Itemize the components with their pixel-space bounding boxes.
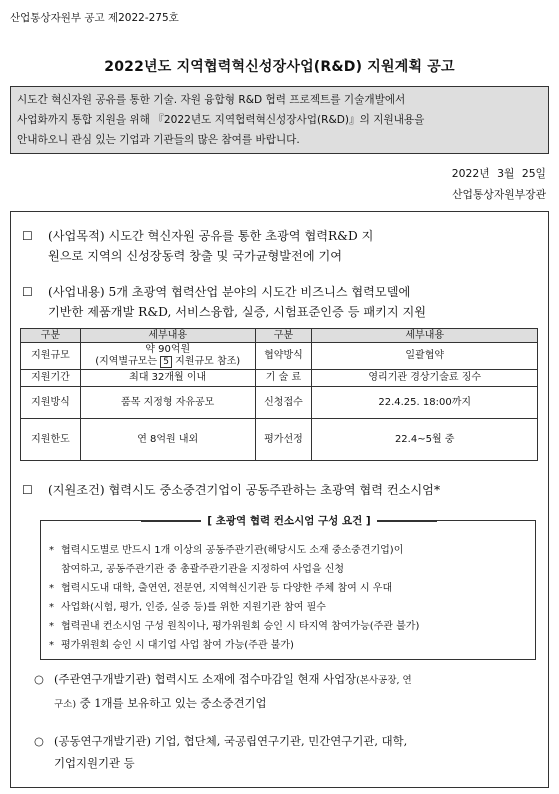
sub-line-note: (본사공장, 연: [356, 675, 412, 686]
table-value-text: 지원규모 참조): [175, 356, 241, 367]
consortium-requirements-box: [40, 515, 536, 660]
table-key-cell: 기 술 료: [255, 370, 312, 387]
table-row: [21, 387, 538, 419]
list-item-text: 참여하고, 공동주관기관 중 총괄주관기관을 지정하여 사업을 신청: [61, 564, 345, 575]
table-key-cell: 지원한도: [21, 419, 81, 461]
table-value-cell: 품목 지정형 자유공모: [80, 387, 255, 419]
section-content: [22, 282, 542, 322]
list-item: * 사업화(시험, 평가, 인증, 실증 등)를 위한 지원기관 참여 필수: [49, 598, 533, 617]
sub-line: (공동연구개발기관) 기업, 협단체, 국공립연구기관, 민간연구기관, 대학,: [54, 734, 408, 748]
summary-line: 안내하오니 관심 있는 기업과 기관들의 많은 참여를 바랍니다.: [17, 134, 300, 146]
table-header-row: [21, 329, 538, 343]
list-item: * 협력시도별로 반드시 1개 이상의 공동주관기관(해당시도 소재 중소중견기업)이: [49, 541, 533, 560]
sub-lead-institution: [34, 668, 542, 716]
table-value-cell: 영리기관 경상기술료 징수: [312, 370, 538, 387]
list-item: * 평가위원회 승인 시 대기업 사업 참여 가능(주관 불가): [49, 636, 533, 655]
sub-line: 기업지원기관 등: [54, 756, 135, 770]
table-value-line: [83, 356, 253, 368]
summary-line: 사업화까지 통합 지원을 위해 『2022년도 지역협력혁신성장사업(R&D)』의 지원내용을: [17, 114, 425, 126]
summary-line: 시도간 혁신자원 공유를 통한 기술. 자원 융합형 R&D 협력 프로젝트를 기술개발에서: [17, 94, 406, 106]
table-value-cell: 최대 32개월 이내: [80, 370, 255, 387]
table-header-cell: 구분: [21, 329, 81, 343]
consortium-title: [41, 513, 537, 528]
consortium-title-label: [ 초광역 협력 컨소시엄 구성 요건 ]: [201, 515, 376, 527]
table-row: [21, 370, 538, 387]
table-value-cell: 22.4~5월 중: [312, 419, 538, 461]
checkbox-mark-icon: ☐: [22, 229, 33, 243]
circle-bullet-icon: ○: [34, 734, 44, 748]
table-header-cell: 세부내용: [80, 329, 255, 343]
list-item: * 협력권내 컨소시엄 구성 원칙이나, 평가위원회 승인 시 타지역 참여가능(주관 불가): [49, 617, 533, 636]
table-value-cell: 일괄협약: [312, 343, 538, 370]
section-line: 기반한 제품개발 R&D, 서비스융합, 실증, 시험표준인증 등 패키지 지원: [48, 305, 427, 319]
table-value-cell: 22.4.25. 18:00까지: [312, 387, 538, 419]
sub-line: [34, 692, 542, 716]
table-value-text: (지역별규모는: [95, 356, 158, 367]
circle-bullet-icon: ○: [34, 672, 44, 686]
section-purpose: [22, 226, 542, 266]
issue-date: 2022년 3월 25일: [451, 167, 546, 180]
support-info-table: [20, 328, 538, 461]
title-rule: [141, 521, 201, 522]
table-row: [21, 419, 538, 461]
table-key-cell: 신청접수: [255, 387, 312, 419]
section-line: (지원조건) 협력시도 중소중견기업이 공동주관하는 초광역 협력 컨소시엄*: [48, 483, 441, 497]
sub-joint-institution: [34, 730, 542, 774]
table-value-cell: 연 8억원 내외: [80, 419, 255, 461]
title-rule: [377, 521, 437, 522]
table-row: [21, 343, 538, 370]
notice-number: 산업통상자원부 공고 제2022-275호: [10, 12, 179, 24]
list-item-continuation: [49, 560, 533, 579]
sub-line-text: (주관연구개발기관) 협력시도 소재에 접수마감일 현재 사업장: [54, 672, 357, 686]
table-key-cell: 지원규모: [21, 343, 81, 370]
list-item: * 협력시도내 대학, 출연연, 전문연, 지역혁신기관 등 다양한 주체 참여 시 우대: [49, 579, 533, 598]
table-header-cell: 구분: [255, 329, 312, 343]
checkbox-mark-icon: ☐: [22, 483, 33, 497]
table-value-line: 약 90억원: [145, 344, 191, 355]
table-key-cell: 지원기간: [21, 370, 81, 387]
table-value-cell: [80, 343, 255, 370]
table-key-cell: 평가선정: [255, 419, 312, 461]
section-line: (사업목적) 시도간 혁신자원 공유를 통한 초광역 협력R&D 지: [48, 229, 374, 243]
checkbox-mark-icon: ☐: [22, 285, 33, 299]
document-title: 2022년도 지역협력혁신성장사업(R&D) 지원계획 공고: [104, 59, 455, 75]
requirements-list: [49, 541, 533, 655]
summary-box: [10, 86, 549, 154]
section-condition: [22, 480, 542, 500]
reference-number-box: 5: [160, 356, 172, 368]
table-key-cell: 지원방식: [21, 387, 81, 419]
sub-line-note: 구소): [54, 699, 77, 710]
issuer: 산업통상자원부장관: [452, 188, 546, 201]
sub-line: [34, 668, 542, 692]
sub-line-text: 중 1개를 보유하고 있는 중소중견기업: [76, 696, 267, 710]
section-line: (사업내용) 5개 초광역 협력산업 분야의 시도간 비즈니스 협력모델에: [48, 285, 411, 299]
section-line: 원으로 지역의 신성장동력 창출 및 국가균형발전에 기여: [48, 249, 343, 263]
table-header-cell: 세부내용: [312, 329, 538, 343]
table-key-cell: 협약방식: [255, 343, 312, 370]
